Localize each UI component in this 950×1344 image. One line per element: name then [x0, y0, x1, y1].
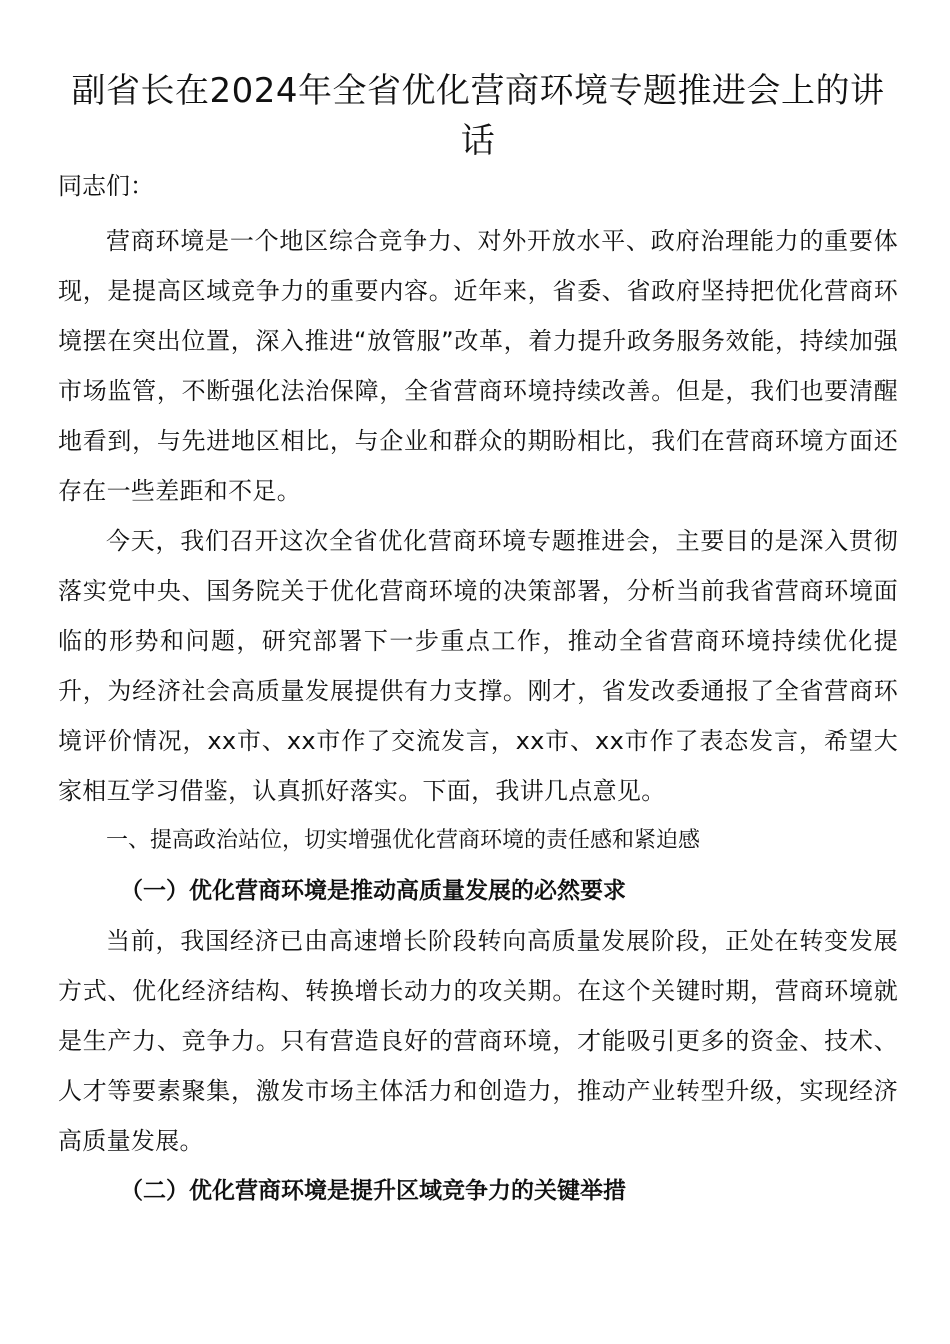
subsection-1-heading: （一）优化营商环境是推动高质量发展的必然要求: [120, 878, 626, 904]
section-1-heading: 一、提高政治站位，切实增强优化营商环境的责任感和紧迫感: [106, 828, 701, 853]
document-page: [58, 66, 898, 1216]
intro-paragraph-2: 今天，我们召开这次全省优化营商环境专题推进会，主要目的是深入贯彻落实党中央、国务院关于优化营商环境的决策部署，分析当前我省营商环境面临的形势和问题，研究部署下一步重点工作，推动全省营商环境持续优化提升，为经济社会高质量发展提供有力支撑。刚才，省发改委通报了全省营商环境评价情况，xx市、xx市作了交流发言，xx市、xx市作了表态发言，希望大家相互学习借鉴，认真抓好落实。下面，我讲几点意见。: [58, 527, 898, 805]
subsection-1-paragraph: 当前，我国经济已由高速增长阶段转向高质量发展阶段，正处在转变发展方式、优化经济结构、转换增长动力的攻关期。在这个关键时期，营商环境就是生产力、竞争力。只有营造良好的营商环境，才能吸引更多的资金、技术、人才等要素聚集，激发市场主体活力和创造力，推动产业转型升级，实现经济高质量发展。: [58, 927, 898, 1155]
intro-paragraph-1: 营商环境是一个地区综合竞争力、对外开放水平、政府治理能力的重要体现，是提高区域竞争力的重要内容。近年来，省委、省政府坚持把优化营商环境摆在突出位置，深入推进“放管服”改革，着力提升政务服务效能，持续加强市场监管，不断强化法治保障，全省营商环境持续改善。但是，我们也要清醒地看到，与先进地区相比，与企业和群众的期盼相比，我们在营商环境方面还存在一些差距和不足。: [58, 227, 898, 505]
document-title: 副省长在2024年全省优化营商环境专题推进会上的讲话: [71, 71, 885, 161]
salutation: 同志们：: [58, 172, 154, 200]
subsection-2-heading: （二）优化营商环境是提升区域竞争力的关键举措: [120, 1178, 626, 1204]
